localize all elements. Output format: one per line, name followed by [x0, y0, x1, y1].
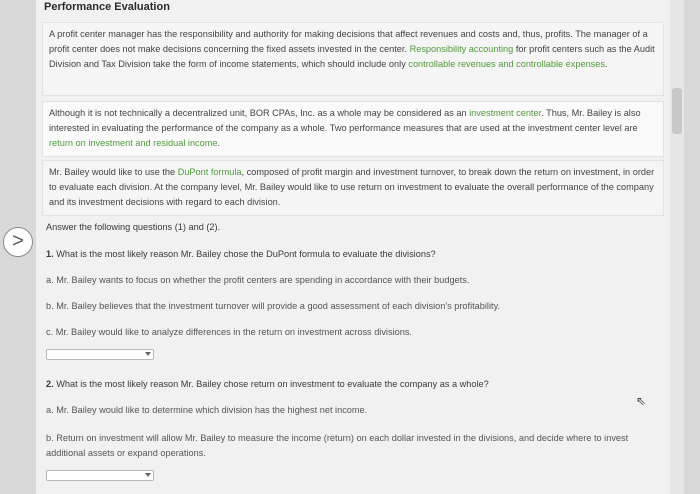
q1-option-a: a. Mr. Bailey wants to focus on whether the profit centers are spending in accordance with their budgets. — [46, 275, 470, 285]
scrollbar[interactable] — [670, 0, 684, 494]
chevron-down-icon — [145, 352, 151, 356]
text: . — [604, 59, 608, 69]
q1-option-b: b. Mr. Bailey believes that the investment turnover will provide a good assessment of each division's profitability. — [46, 301, 501, 311]
question-1 — [46, 249, 436, 259]
paragraph-investment-center — [42, 101, 664, 157]
question-number: 2. — [46, 379, 54, 389]
q2-answer-dropdown[interactable] — [46, 470, 154, 481]
text: for profit centers such as the Audit Division and Tax Division take the form of income statements, which should include only — [49, 44, 655, 69]
glossary-link-roi-residual-income[interactable]: return on investment and residual income — [49, 138, 218, 148]
page-title: Performance Evaluation — [44, 1, 170, 13]
next-arrow-button[interactable]: > — [3, 227, 33, 257]
q2-option-a: a. Mr. Bailey would like to determine which division has the highest net income. — [46, 405, 368, 415]
text: , composed of profit margin and investment turnover, to break down the return on investment, in order to evaluate each division. At the company level, Mr. Bailey would like to use return on investment to evaluate the overall performance of the company and its investment decisions with regard to each division. — [49, 167, 655, 207]
text: . — [217, 138, 221, 148]
text: Mr. Bailey would like to use the — [49, 167, 178, 177]
glossary-link-responsibility-accounting[interactable]: Responsibility accounting — [409, 44, 514, 54]
chevron-down-icon — [145, 473, 151, 477]
text: A profit center manager has the responsibility and authority for making decisions that affect revenues and costs and, thus, profits. The manager of a profit center does not make decisions concerning the fixed assets invested in the center. — [49, 29, 648, 54]
text: Although it is not technically a decentralized unit, BOR CPAs, Inc. as a whole may be considered as an — [49, 108, 470, 118]
glossary-link-dupont-formula[interactable]: DuPont formula — [177, 167, 242, 177]
mouse-cursor-icon: ⇖ — [636, 394, 647, 408]
paragraph-profit-center — [42, 22, 664, 96]
q1-option-c: c. Mr. Bailey would like to analyze differences in the return on investment across divisions. — [46, 327, 412, 337]
question-text: What is the most likely reason Mr. Bailey chose return on investment to evaluate the company as a whole? — [53, 379, 489, 389]
scrollbar-thumb[interactable] — [672, 88, 682, 134]
text: . Thus, Mr. Bailey is also interested in evaluating the performance of the company as a whole. Two performance measures that are used at the investment center level are — [49, 108, 641, 133]
q1-answer-dropdown[interactable] — [46, 349, 154, 360]
glossary-link-controllable[interactable]: controllable revenues and controllable expenses — [408, 59, 605, 69]
question-number: 1. — [46, 249, 54, 259]
q2-option-b: b. Return on investment will allow Mr. Bailey to measure the income (return) on each dollar invested in the divisions, and decide where to invest additional assets or expand operations. — [46, 433, 629, 458]
paragraph-dupont — [42, 160, 664, 216]
glossary-link-investment-center[interactable]: investment center — [469, 108, 542, 118]
question-panel — [36, 0, 670, 494]
question-2 — [46, 379, 489, 389]
question-text: What is the most likely reason Mr. Bailey chose the DuPont formula to evaluate the divisions? — [53, 249, 436, 259]
instruction: Answer the following questions (1) and (2). — [46, 222, 221, 232]
